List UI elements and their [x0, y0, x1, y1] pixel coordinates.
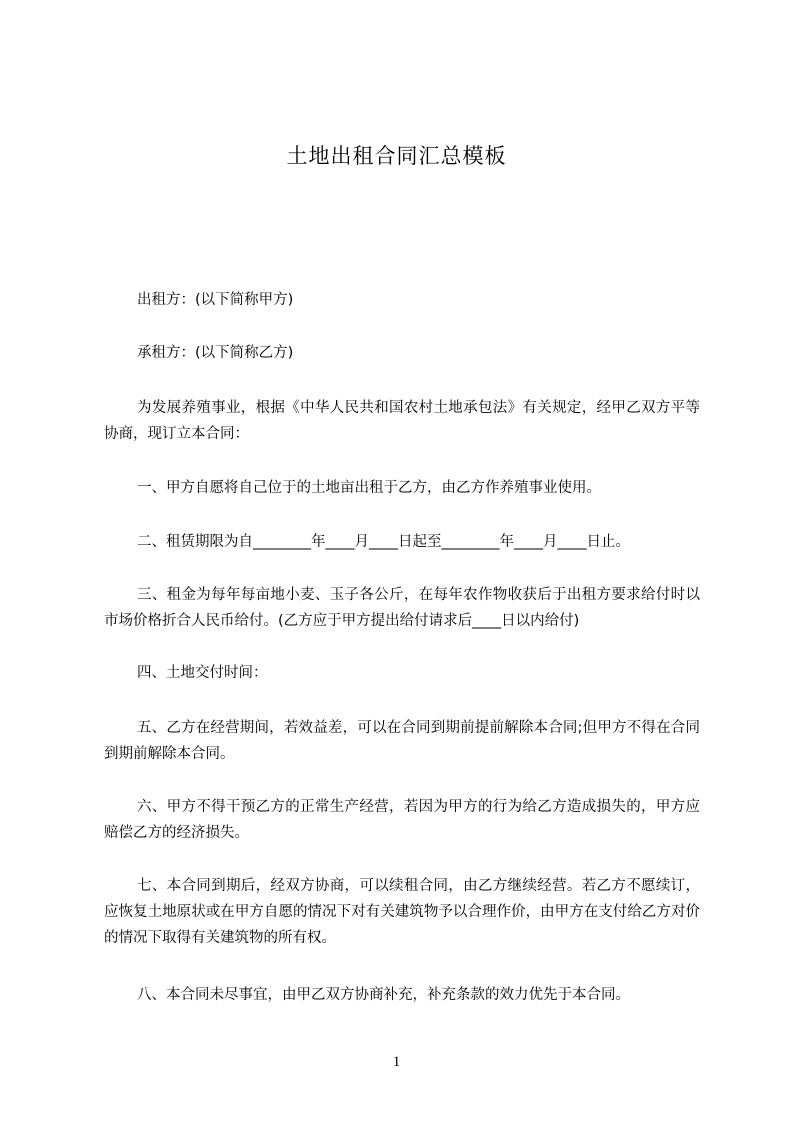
clause-1: 一、甲方自愿将自己位于的土地亩出租于乙方，由乙方作养殖事业使用。: [137, 480, 601, 496]
lessor-line: 出租方：(以下简称甲方): [137, 292, 294, 308]
clause-3: 三、租金为每年每亩地小麦、玉子各公斤，在每年农作物收获后于出租方要求给付时以市场价格折合人民币给付。(乙方应于甲方提出给付请求后____日以内给付): [104, 587, 700, 629]
lessee-line: 承租方：(以下简称乙方): [137, 345, 294, 361]
preamble-paragraph: 为发展养殖事业，根据《中华人民共和国农村土地承包法》有关规定，经甲乙双方平等协商，现订立本合同：: [104, 400, 700, 442]
clause-7: 七、本合同到期后，经双方协商，可以续租合同，由乙方继续经营。若乙方不愿续订，应恢复土地原状或在甲方自愿的情况下对有关建筑物予以合理作价，由甲方在支付给乙方对价的情况下取得有关建筑物的所有权。: [104, 878, 700, 946]
clause-5: 五、乙方在经营期间，若效益差，可以在合同到期前提前解除本合同;但甲方不得在合同到期前解除本合同。: [104, 720, 700, 762]
clause-8: 八、本合同未尽事宜，由甲乙双方协商补充，补充条款的效力优先于本合同。: [137, 987, 630, 1003]
clause-2: 二、租赁期限为自________年____月____日起至________年____月____日止。: [137, 534, 630, 550]
clause-4: 四、土地交付时间：: [137, 665, 268, 681]
page-title: 土地出租合同汇总模板: [286, 144, 507, 168]
page-number: 1: [392, 1054, 401, 1070]
clause-6: 六、甲方不得干预乙方的正常生产经营，若因为甲方的行为给乙方造成损失的，甲方应赔偿乙方的经济损失。: [104, 799, 700, 841]
